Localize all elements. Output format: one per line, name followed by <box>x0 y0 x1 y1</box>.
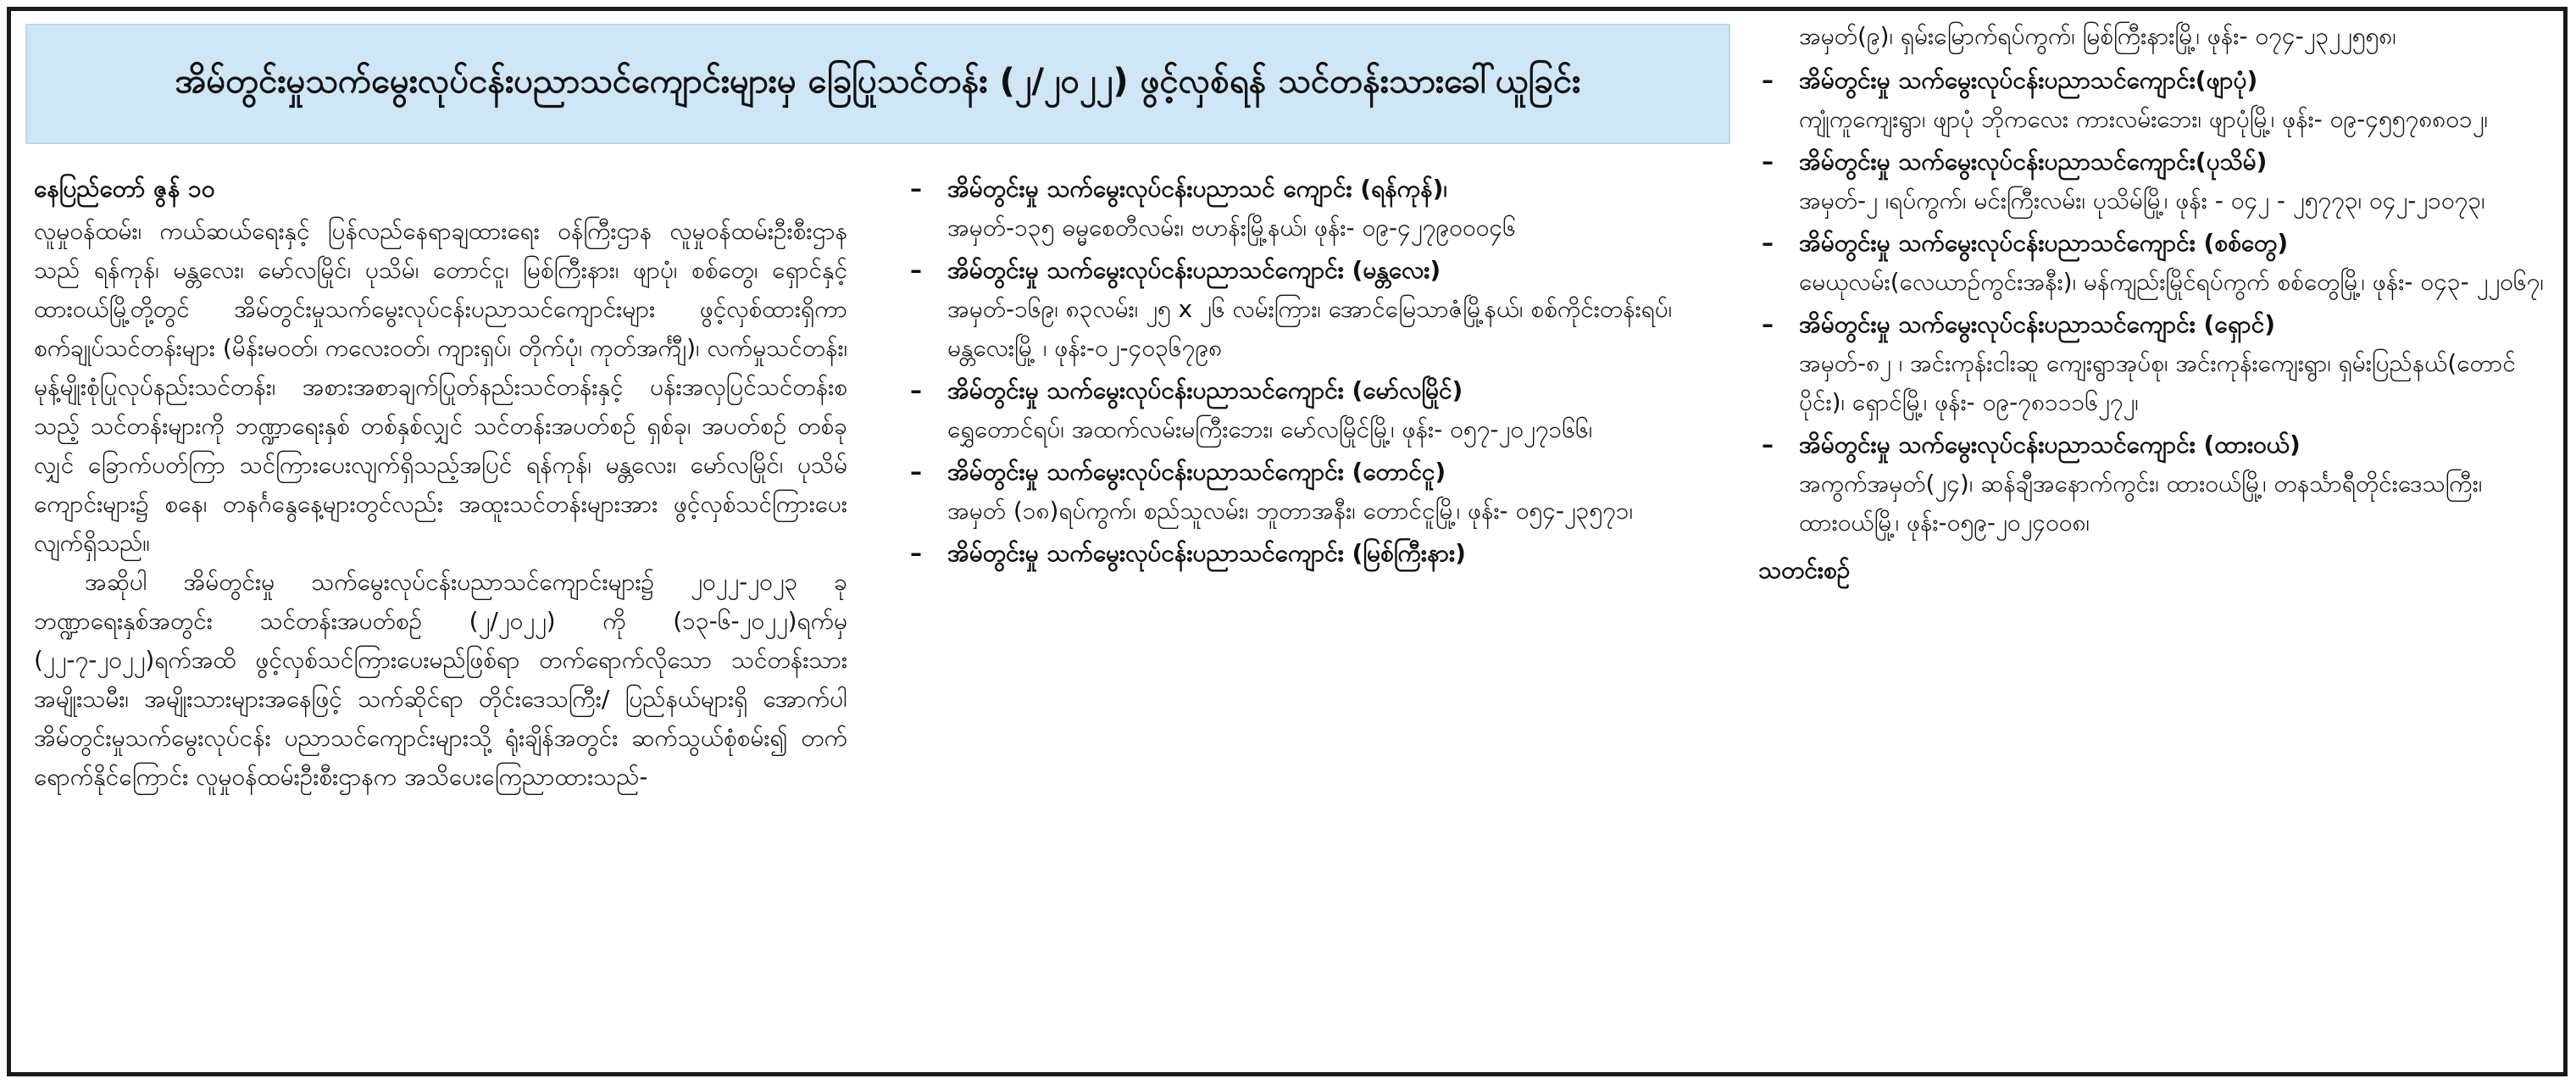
headline: အိမ်တွင်းမှုသက်မွေးလုပ်ငန်းပညာသင်ကျောင်းများမှ ခြေပြုသင်တန်း (၂/၂၀၂၂) ဖွင့်လှစ်ရန် သင်တန်းသားခေါ်ယူခြင်း <box>25 24 1730 144</box>
school-detail: အမှတ်-၈၂ ၊ အင်းကုန်းငါးဆူ ကျေးရွာအုပ်စု၊ အင်းကုန်းကျေးရွာ၊ ရှမ်းပြည်နယ်(တောင်ပိုင်း)၊ ရှောင်မြို့၊ ဖုန်း- ၀၉-၇၈၁၁၁၆၂၇၂၊ <box>1799 349 2516 416</box>
school-detail: အမှတ်-၁၃၅ ဓမ္မစေတီလမ်း၊ ဗဟန်းမြို့နယ်၊ ဖုန်း- ၀၉-၄၂၇၉၀၀၀၄၆ <box>947 214 1516 242</box>
school-item-pyapon: – အိမ်တွင်းမှု သက်မွေးလုပ်ငန်းပညာသင်ကျောင်း(ဖျာပုံ) ကျုံကူကျေးရွာ၊ ဖျာပုံ ဘိုကလေး ကားလမ်းဘေး၊ ဖျာပုံမြို့၊ ဖုန်း- ၀၉-၄၅၅၇၈၈၀၁၂၊ <box>1758 61 2551 139</box>
school-item-mawlamyine: – အိမ်တွင်းမှု သက်မွေးလုပ်ငန်းပညာသင်ကျောင်း (မော်လမြိုင်) ရွှေတောင်ရပ်၊ အထက်လမ်းမကြီးဘေး၊ မော်လမြိုင်မြို့၊ ဖုန်း- ၀၅၇-၂၀၂၇၁၆၆၊ <box>907 371 1707 449</box>
school-item-dawei: – အိမ်တွင်းမှု သက်မွေးလုပ်ငန်းပညာသင်ကျောင်း (ထားဝယ်) အကွက်အမှတ်(၂၄)၊ ဆန်ချီအနောက်ကွင်း၊ ထားဝယ်မြို့၊ တနင်္သာရီတိုင်းဒေသကြီး၊ထားဝယ်မြို့၊ ဖုန်း-၀၅၉-၂၀၂၄၀၀၈၊ <box>1758 425 2551 542</box>
school-item-mandalay: – အိမ်တွင်းမှု သက်မွေးလုပ်ငန်းပညာသင်ကျောင်း (မန္တလေး) အမှတ်-၁၆၉၊ ၈၃လမ်း၊ ၂၅ x ၂၆ လမ်းကြား၊ အောင်မြေသာဇံမြို့နယ်၊ စစ်ကိုင်းတန်းရပ်၊ မန္တလေးမြို့ ၊ ဖုန်း-၀၂-၄၀၃၆၇၉၈ <box>907 251 1707 368</box>
school-item-shaung: – အိမ်တွင်းမှု သက်မွေးလုပ်ငန်းပညာသင်ကျောင်း (ရှောင်) အမှတ်-၈၂ ၊ အင်းကုန်းငါးဆူ ကျေးရွာအုပ်စု၊ အင်းကုန်းကျေးရွာ၊ ရှမ်းပြည်နယ်(တောင်ပိုင်း)၊ ရှောင်မြို့၊ ဖုန်း- ၀၉-၇၈၁၁၁၆၂၇၂၊ <box>1758 305 2551 422</box>
school-list-col3 <box>1758 61 2551 542</box>
body-paragraph-1: လူမှုဝန်ထမ်း၊ ကယ်ဆယ်ရေးနှင့် ပြန်လည်နေရာချထားရေး ဝန်ကြီးဌာန လူမှုဝန်ထမ်းဦးစီးဌာနသည် ရန်ကုန်၊ မန္တလေး၊ မော်လမြိုင်၊ ပုသိမ်၊ တောင်ငူ၊ မြစ်ကြီးနား၊ ဖျာပုံ၊ စစ်တွေ၊ ရှောင်နှင့် ထားဝယ်မြို့တို့တွင် အိမ်တွင်းမှုသက်မွေးလုပ်ငန်းပညာသင်ကျောင်းများ ဖွင့်လှစ်ထားရှိကာ စက်ချုပ်သင်တန်းများ (မိန်းမဝတ်၊ ကလေးဝတ်၊ ကျားရှပ်၊ တိုက်ပုံ၊ ကုတ်အင်္ကျီ)၊ လက်မှုသင်တန်း၊ မုန့်မျိုးစုံပြုလုပ်နည်းသင်တန်း၊ အစားအစာချက်ပြုတ်နည်းသင်တန်းနှင့် ပန်းအလှပြင်သင်တန်းစသည့် သင်တန်းများကို ဘဏ္ဍာရေးနှစ် တစ်နှစ်လျှင် သင်တန်းအပတ်စဉ် ရှစ်ခု၊ အပတ်စဉ် တစ်ခုလျှင် ခြောက်ပတ်ကြာ သင်ကြားပေးလျက်ရှိသည့်အပြင် ရန်ကုန်၊ မန္တလေး၊ မော်လမြိုင်၊ ပုသိမ်ကျောင်းများ၌ စနေ၊ တနင်္ဂနွေနေ့များတွင်လည်း အထူးသင်တန်းများအား ဖွင့်လှစ်သင်ကြားပေးလျက်ရှိသည်။ <box>34 217 847 557</box>
body-paragraph-2: အဆိုပါ အိမ်တွင်းမှု သက်မွေးလုပ်ငန်းပညာသင်ကျောင်းများ၌ ၂၀၂၂-၂၀၂၃ ခု ဘဏ္ဍာရေးနှစ်အတွင်း သင်တန်းအပတ်စဉ် (၂/၂၀၂၂) ကို (၁၃-၆-၂၀၂၂)ရက်မှ (၂၂-၇-၂၀၂၂)ရက်အထိ ဖွင့်လှစ်သင်ကြားပေးမည်ဖြစ်ရာ တက်ရောက်လိုသော သင်တန်းသား အမျိုးသမီး၊ အမျိုးသားများအနေဖြင့် သက်ဆိုင်ရာ တိုင်းဒေသကြီး/ ပြည်နယ်များရှိ အောက်ပါအိမ်တွင်းမှုသက်မွေးလုပ်ငန်း ပညာသင်ကျောင်းများသို့ ရုံးချိန်အတွင်း ဆက်သွယ်စုံစမ်း၍ တက်ရောက်နိုင်ကြောင်း လူမှုဝန်ထမ်းဦးစီးဌာနက အသိပေးကြေညာထားသည်- <box>34 568 847 791</box>
school-detail: အမှတ်-၁၆၉၊ ၈၃လမ်း၊ ၂၅ x ၂၆ လမ်းကြား၊ အောင်မြေသာဇံမြို့နယ်၊ စစ်ကိုင်းတန်းရပ်၊ မန္တလေးမြို့ ၊ ဖုန်း-၀၂-၄၀၃၆၇၉၈ <box>947 295 1673 362</box>
column-2 <box>890 170 1707 576</box>
school-name: အိမ်တွင်းမှု သက်မွေးလုပ်ငန်းပညာသင် ကျောင်း (ရန်ကုန်)၊ <box>947 175 1447 203</box>
school-name: အိမ်တွင်းမှု သက်မွေးလုပ်ငန်းပညာသင်ကျောင်း(ဖျာပုံ) <box>1799 66 2258 94</box>
school-item-yangon: – အိမ်တွင်းမှု သက်မွေးလုပ်ငန်းပညာသင် ကျောင်း (ရန်ကုန်)၊ အမှတ်-၁၃၅ ဓမ္မစေတီလမ်း၊ ဗဟန်းမြို့နယ်၊ ဖုန်း- ၀၉-၄၂၇၉၀၀၀၄၆ <box>907 170 1707 247</box>
school-name: အိမ်တွင်းမှု သက်မွေးလုပ်ငန်းပညာသင်ကျောင်း (မြစ်ကြီးနား) <box>947 539 1466 567</box>
dateline: နေပြည်တော် ဇွန် ၁၀ <box>34 175 215 203</box>
school-detail: အမှတ်-၂ ၊ရပ်ကွက်၊ မင်းကြီးလမ်း၊ ပုသိမ်မြို့၊ ဖုန်း - ၀၄၂ - ၂၅၇၇၃၊ ၀၄၂-၂၁၀၇၃၊ <box>1799 186 2485 214</box>
school-item-myitkyina: – အိမ်တွင်းမှု သက်မွေးလုပ်ငန်းပညာသင်ကျောင်း (မြစ်ကြီးနား) <box>907 534 1707 573</box>
column-1 <box>34 170 847 797</box>
school-detail-continued: အမှတ်(၉)၊ ရှမ်းမြောက်ရပ်ကွက်၊ မြစ်ကြီးနားမြို့၊ ဖုန်း- ၀၇၄-၂၃၂၂၅၅၈၊ <box>1799 22 2396 50</box>
school-detail: ကျုံကူကျေးရွာ၊ ဖျာပုံ ဘိုကလေး ကားလမ်းဘေး၊ ဖျာပုံမြို့၊ ဖုန်း- ၀၉-၄၅၅၇၈၈၀၁၂၊ <box>1799 105 2488 133</box>
school-name: အိမ်တွင်းမှု သက်မွေးလုပ်ငန်းပညာသင်ကျောင်း (တောင်ငူ) <box>947 458 1446 486</box>
school-detail: အကွက်အမှတ်(၂၄)၊ ဆန်ချီအနောက်ကွင်း၊ ထားဝယ်မြို့၊ တနင်္သာရီတိုင်းဒေသကြီး၊ထားဝယ်မြို့၊ ဖုန်း-၀၅၉-၂၀၂၄၀၀၈၊ <box>1799 470 2483 536</box>
school-detail: မေယုလမ်း(လေယာဉ်ကွင်းအနီး)၊ မန်ကျည်းမြိုင်ရပ်ကွက် စစ်တွေမြို့၊ ဖုန်း- ၀၄၃- ၂၂၀၆၇၊ <box>1799 268 2544 296</box>
school-name: အိမ်တွင်းမှု သက်မွေးလုပ်ငန်းပညာသင်ကျောင်း (မန္တလေး) <box>947 256 1441 284</box>
school-detail: ရွှေတောင်ရပ်၊ အထက်လမ်းမကြီးဘေး၊ မော်လမြိုင်မြို့၊ ဖုန်း- ၀၅၇-၂၀၂၇၁၆၆၊ <box>947 415 1593 443</box>
school-list-col2 <box>890 170 1707 573</box>
news-agency-signature: သတင်းစဉ် <box>1758 556 1851 584</box>
school-name: အိမ်တွင်းမှု သက်မွေးလုပ်ငန်းပညာသင်ကျောင်း(ပုသိမ်) <box>1799 147 2268 175</box>
school-item-pathein: – အိမ်တွင်းမှု သက်မွေးလုပ်ငန်းပညာသင်ကျောင်း(ပုသိမ်) အမှတ်-၂ ၊ရပ်ကွက်၊ မင်းကြီးလမ်း၊ ပုသိမ်မြို့၊ ဖုန်း - ၀၄၂ - ၂၅၇၇၃၊ ၀၄၂-၂၁၀၇၃၊ <box>1758 142 2551 220</box>
school-name: အိမ်တွင်းမှု သက်မွေးလုပ်ငန်းပညာသင်ကျောင်း (စစ်တွေ) <box>1799 229 2289 257</box>
school-name: အိမ်တွင်းမှု သက်မွေးလုပ်ငန်းပညာသင်ကျောင်း (ထားဝယ်) <box>1799 431 2301 459</box>
school-item-sittwe: – အိမ်တွင်းမှု သက်မွေးလုပ်ငန်းပညာသင်ကျောင်း (စစ်တွေ) မေယုလမ်း(လေယာဉ်ကွင်းအနီး)၊ မန်ကျည်းမြိုင်ရပ်ကွက် စစ်တွေမြို့၊ ဖုန်း- ၀၄၃- ၂၂၀၆၇၊ <box>1758 224 2551 302</box>
column-3 <box>1758 17 2551 590</box>
school-name: အိမ်တွင်းမှု သက်မွေးလုပ်ငန်းပညာသင်ကျောင်း (ရှောင်) <box>1799 310 2276 338</box>
school-detail: အမှတ် (၁၈)ရပ်ကွက်၊ စည်သူလမ်း၊ ဘူတာအနီး၊ တောင်ငူမြို့၊ ဖုန်း- ၀၅၄-၂၃၅၇၁၊ <box>947 497 1634 525</box>
school-item-taungoo: – အိမ်တွင်းမှု သက်မွေးလုပ်ငန်းပညာသင်ကျောင်း (တောင်ငူ) အမှတ် (၁၈)ရပ်ကွက်၊ စည်သူလမ်း၊ ဘူတာအနီး၊ တောင်ငူမြို့၊ ဖုန်း- ၀၅၄-၂၃၅၇၁၊ <box>907 453 1707 531</box>
school-name: အိမ်တွင်းမှု သက်မွေးလုပ်ငန်းပညာသင်ကျောင်း (မော်လမြိုင်) <box>947 376 1463 404</box>
